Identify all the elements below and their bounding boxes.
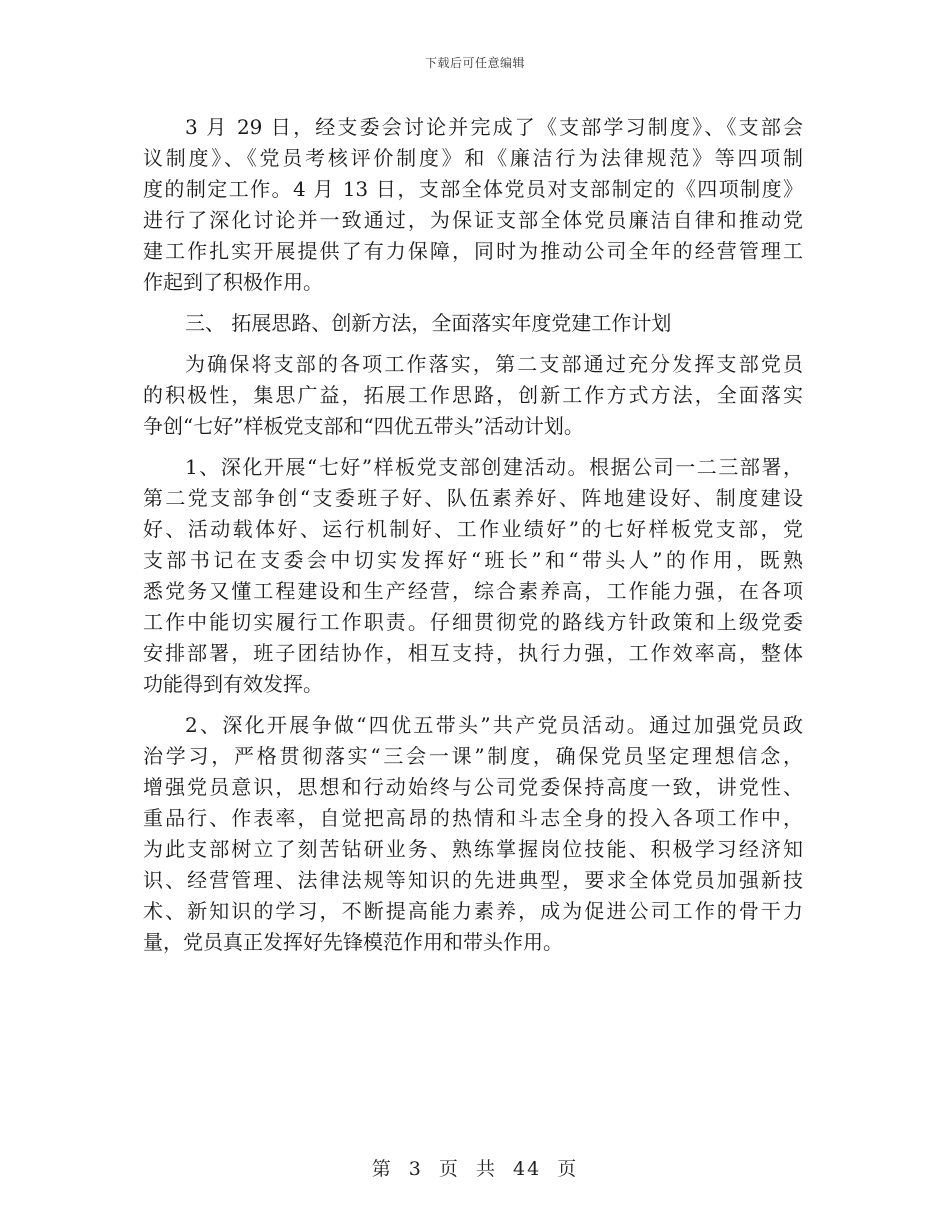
page-header: 下载后可任意编辑 — [424, 56, 525, 70]
text-line: 悉党务又懂工程建设和生产经营，综合素养高，工作能力强，在各项 — [143, 579, 803, 603]
text-line: 好、活动载体好、运行机制好、工作业绩好”的七好样板党支部，党 — [143, 517, 803, 541]
text-line: 进行了深化讨论并一致通过，为保证支部全体党员廉洁自律和推动党 — [143, 208, 803, 232]
text-line: 度的制定工作。4 月 13 日，支部全体党员对支部制定的《四项制度》 — [143, 177, 803, 201]
text-line: 增强党员意识，思想和行动始终与公司党委保持高度一致，讲党性、 — [143, 775, 803, 799]
text-line: 安排部署，班子团结协作，相互支持，执行力强，工作效率高，整体 — [143, 641, 803, 665]
text-line: 为此支部树立了刻苦钻研业务、熟练掌握岗位技能、积极学习经济知 — [143, 837, 803, 861]
text-line: 建工作扎实开展提供了有力保障，同时为推动公司全年的经营管理工 — [143, 239, 803, 263]
paragraph — [143, 112, 803, 298]
paragraph — [143, 452, 803, 700]
text-line: 1、深化开展“七好”样板党支部创建活动。根据公司一二三部署， — [185, 455, 803, 479]
text-line: 2、深化开展争做“四优五带头”共产党员活动。通过加强党员政 — [185, 713, 803, 737]
text-line: 功能得到有效发挥。 — [143, 672, 323, 696]
text-line: 第二党支部争创“支委班子好、队伍素养好、阵地建设好、制度建设 — [143, 486, 803, 510]
paragraph — [143, 349, 803, 442]
text-line: 重品行、作表率，自觉把高昂的热情和斗志全身的投入各项工作中， — [143, 806, 803, 830]
text-line: 支部书记在支委会中切实发挥好“班长”和“带头人”的作用，既熟 — [143, 548, 803, 572]
text-line: 治学习，严格贯彻落实“三会一课”制度，确保党员坚定理想信念， — [143, 744, 803, 768]
text-line: 量，党员真正发挥好先锋模范作用和带头作用。 — [143, 930, 563, 954]
text-line: 作起到了积极作用。 — [143, 270, 323, 294]
text-line: 工作中能切实履行工作职责。仔细贯彻党的路线方针政策和上级党委 — [143, 610, 803, 634]
text-line: 为确保将支部的各项工作落实，第二支部通过充分发挥支部党员 — [185, 352, 803, 376]
section-heading — [143, 308, 803, 339]
text-line: 的积极性，集思广益，拓展工作思路，创新工作方式方法，全面落实 — [143, 383, 803, 407]
text-line: 议制度》、《党员考核评价制度》和《廉洁行为法律规范》等四项制 — [143, 146, 803, 170]
page-number: 第 3 页 共 44 页 — [371, 1158, 579, 1180]
text-line: 三、 拓展思路、创新方法，全面落实年度党建工作计划 — [185, 311, 672, 335]
text-line: 识、经营管理、法律法规等知识的先进典型，要求全体党员加强新技 — [143, 868, 803, 892]
paragraph — [143, 710, 803, 958]
text-line: 争创“七好”样板党支部和“四优五带头”活动计划。 — [143, 414, 584, 438]
text-line: 术、新知识的学习，不断提高能力素养，成为促进公司工作的骨干力 — [143, 899, 803, 923]
document-body — [143, 112, 803, 958]
text-line: 3 月 29 日，经支委会讨论并完成了《支部学习制度》、《支部会 — [185, 115, 803, 139]
